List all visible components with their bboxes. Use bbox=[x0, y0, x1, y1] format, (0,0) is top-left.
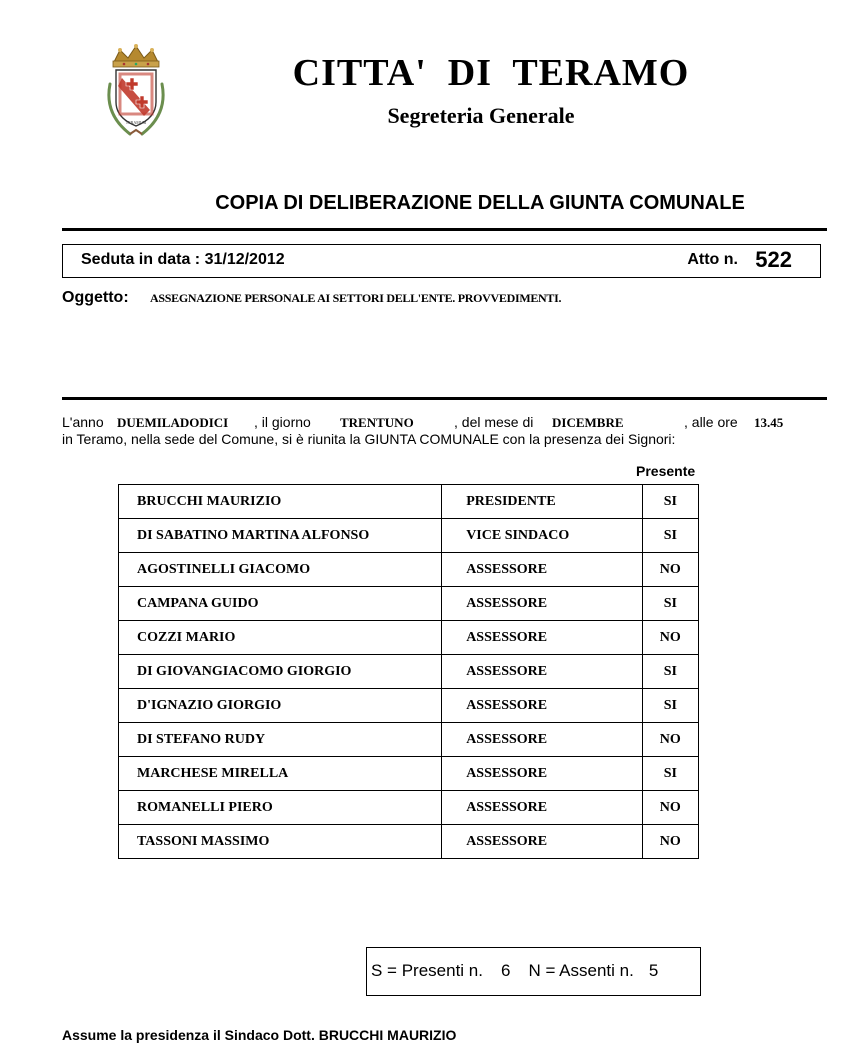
act-label: Atto n. bbox=[687, 251, 738, 268]
preamble-line2: in Teramo, nella sede del Comune, si è riunita la GIUNTA COMUNALE con la presenza dei Signori: bbox=[62, 431, 676, 447]
member-presence: SI bbox=[642, 655, 698, 689]
crown-icon bbox=[113, 44, 159, 67]
member-name: ROMANELLI PIERO bbox=[119, 791, 442, 825]
absent-label: N = Assenti n. bbox=[528, 961, 634, 980]
member-name: COZZI MARIO bbox=[119, 621, 442, 655]
act-number: 522 bbox=[755, 247, 792, 272]
attendance-summary-box bbox=[366, 947, 701, 996]
subject-text: ASSEGNAZIONE PERSONALE AI SETTORI DELL'ENTE. PROVVEDIMENTI. bbox=[150, 291, 562, 305]
member-presence: NO bbox=[642, 621, 698, 655]
member-role: VICE SINDACO bbox=[442, 519, 642, 553]
member-role: ASSESSORE bbox=[442, 621, 642, 655]
member-role: ASSESSORE bbox=[442, 553, 642, 587]
member-presence: NO bbox=[642, 791, 698, 825]
member-presence: NO bbox=[642, 553, 698, 587]
member-name: DI STEFANO RUDY bbox=[119, 723, 442, 757]
members-table bbox=[118, 484, 699, 859]
session-box bbox=[62, 244, 821, 278]
table-row bbox=[119, 485, 699, 519]
table-row bbox=[119, 519, 699, 553]
subject-label: Oggetto: bbox=[62, 289, 129, 306]
member-name: DI GIOVANGIACOMO GIORGIO bbox=[119, 655, 442, 689]
city-crest-logo bbox=[100, 44, 172, 140]
member-role: PRESIDENTE bbox=[442, 485, 642, 519]
present-label: S = Presenti n. bbox=[371, 961, 483, 980]
presence-column-header: Presente bbox=[636, 463, 696, 479]
footer-partial-text: Assume la presidenza il Sindaco Dott. BRUCCHI MAURIZIO bbox=[62, 1027, 457, 1043]
table-row bbox=[119, 655, 699, 689]
middle-divider bbox=[62, 397, 827, 400]
member-name: CAMPANA GUIDO bbox=[119, 587, 442, 621]
member-presence: SI bbox=[642, 689, 698, 723]
session-date: Seduta in data : 31/12/2012 bbox=[81, 251, 285, 268]
office-title: Segreteria Generale bbox=[387, 103, 575, 128]
table-row bbox=[119, 825, 699, 859]
mese-value: DICEMBRE bbox=[552, 415, 624, 430]
member-presence: NO bbox=[642, 825, 698, 859]
member-name: BRUCCHI MAURIZIO bbox=[119, 485, 442, 519]
table-row bbox=[119, 791, 699, 825]
member-role: ASSESSORE bbox=[442, 791, 642, 825]
member-name: MARCHESE MIRELLA bbox=[119, 757, 442, 791]
anno-value: DUEMILADODICI bbox=[117, 415, 229, 430]
table-row bbox=[119, 621, 699, 655]
member-name: D'IGNAZIO GIORGIO bbox=[119, 689, 442, 723]
table-row bbox=[119, 553, 699, 587]
crest-lettering: TERAMUM bbox=[125, 120, 147, 125]
anno-prefix: L'anno bbox=[62, 414, 104, 430]
top-divider bbox=[62, 228, 827, 231]
table-row bbox=[119, 689, 699, 723]
mese-prefix: , del mese di bbox=[454, 414, 534, 430]
member-role: ASSESSORE bbox=[442, 757, 642, 791]
member-role: ASSESSORE bbox=[442, 689, 642, 723]
member-role: ASSESSORE bbox=[442, 723, 642, 757]
member-presence: SI bbox=[642, 485, 698, 519]
attendance-summary bbox=[371, 961, 669, 981]
table-row bbox=[119, 587, 699, 621]
member-role: ASSESSORE bbox=[442, 825, 642, 859]
city-title: CITTA' DI TERAMO bbox=[292, 52, 690, 94]
table-row bbox=[119, 723, 699, 757]
ore-prefix: , alle ore bbox=[684, 414, 738, 430]
giorno-value: TRENTUNO bbox=[340, 415, 414, 430]
document-title: COPIA DI DELIBERAZIONE DELLA GIUNTA COMUNALE bbox=[215, 192, 745, 214]
member-name: AGOSTINELLI GIACOMO bbox=[119, 553, 442, 587]
member-name: TASSONI MASSIMO bbox=[119, 825, 442, 859]
ore-value: 13.45 bbox=[754, 415, 784, 430]
member-presence: SI bbox=[642, 587, 698, 621]
absent-count: 5 bbox=[648, 961, 659, 980]
member-presence: SI bbox=[642, 757, 698, 791]
present-count: 6 bbox=[500, 961, 511, 980]
member-role: ASSESSORE bbox=[442, 655, 642, 689]
member-presence: SI bbox=[642, 519, 698, 553]
giorno-prefix: , il giorno bbox=[254, 414, 311, 430]
table-row bbox=[119, 757, 699, 791]
member-name: DI SABATINO MARTINA ALFONSO bbox=[119, 519, 442, 553]
member-role: ASSESSORE bbox=[442, 587, 642, 621]
member-presence: NO bbox=[642, 723, 698, 757]
